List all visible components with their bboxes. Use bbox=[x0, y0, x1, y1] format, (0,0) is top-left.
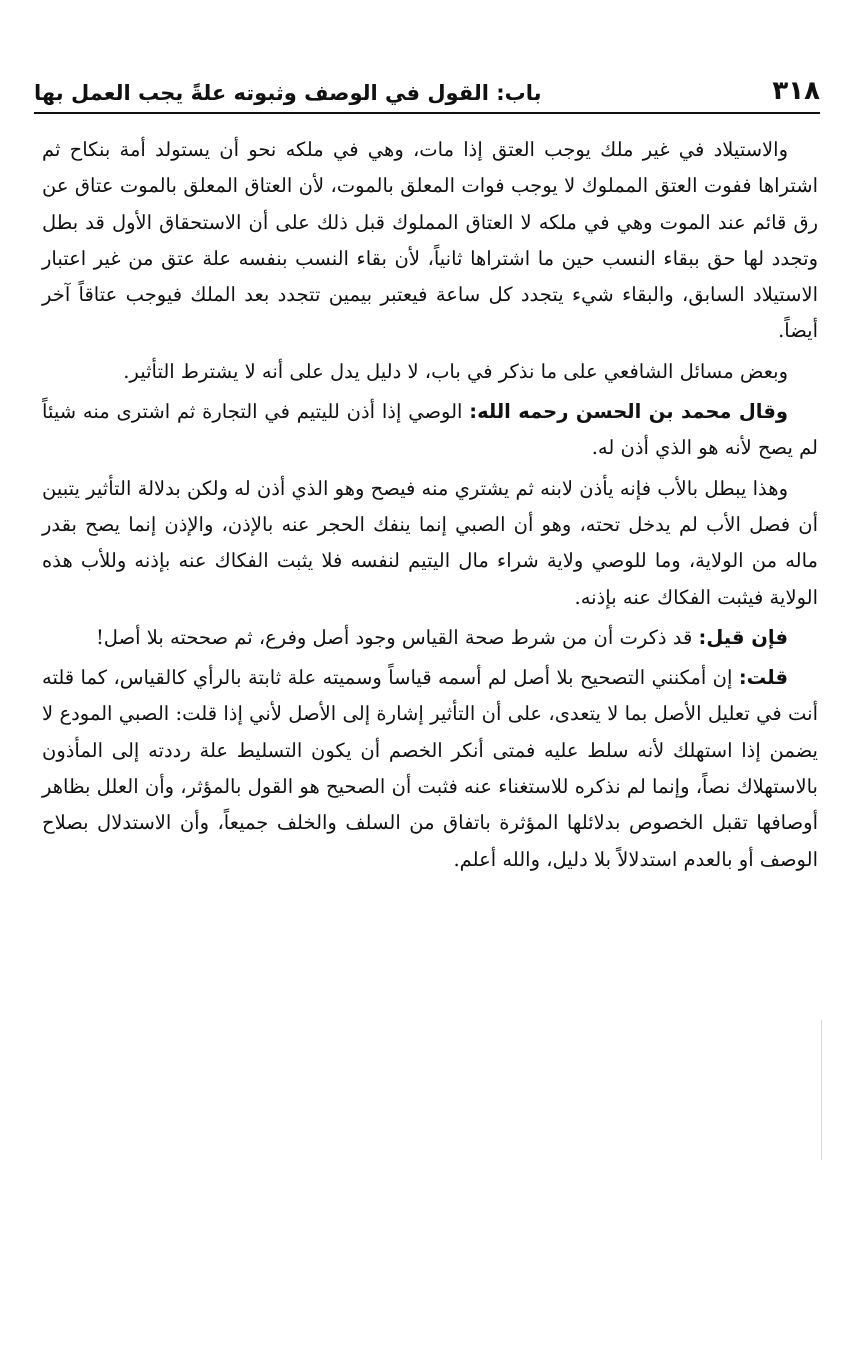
paragraph bbox=[42, 354, 818, 390]
paragraph bbox=[42, 620, 818, 656]
running-title: باب: القول في الوصف وثبوته علةً يجب العمل بها bbox=[34, 81, 542, 105]
page-number: ٣١٨ bbox=[772, 76, 820, 106]
paragraph-text: إن أمكنني التصحيح بلا أصل لم أسمه قياساً وسميته علة ثابتة بالرأي كالقياس، كما قلته أنت في تعليل الأصل بما لا يتعدى، على أن التأثير إشارة إلى الأصل لأني إذا قلت: الصبي المودع لا يضمن إذا استهلك لأنه سلط عليه فمتى أنكر الخصم أن يكون التسليط علة رددته إلى المأذون بالاستهلاك نصاً، وإنما لم نذكره للاستغناء عنه فثبت أن الصحيح هو القول بالمؤثر، وأن العلل بظاهر أوصافها تقبل الخصوص بدلائلها المؤثرة باتفاق من السلف والخلف جميعاً، وأن الاستدلال بصلاح الوصف أو بالعدم استدلالاً بلا دليل، والله أعلم. bbox=[42, 666, 818, 871]
paragraph bbox=[42, 394, 818, 467]
paragraph-lead: فإن قيل: bbox=[698, 625, 788, 649]
paragraph-text: قد ذكرت أن من شرط صحة القياس وجود أصل وفرع، ثم صححته بلا أصل! bbox=[95, 625, 699, 649]
paragraph bbox=[42, 471, 818, 616]
header-divider bbox=[34, 112, 820, 114]
paragraph-lead: قلت: bbox=[738, 666, 788, 690]
paragraph-text: الوصي إذا أذن لليتيم في التجارة ثم اشترى منه شيئاً لم يصح لأنه هو الذي أذن له. bbox=[42, 400, 818, 460]
page-header bbox=[34, 66, 820, 110]
paragraph-text: والاستيلاد في غير ملك يوجب العتق إذا مات، وهي في ملكه نحو أن يستولد أمة بنكاح ثم اشتراها ففوت العتق المملوك لا يوجب فوات المعلق بالموت، لأن العتاق المعلق بالموت عتاق عن رق قائم عند الموت وهي في ملكه لا العتاق المملوك قبل ذلك على أن الاستحقاق الأول قد بطل وتجدد لها حق ببقاء النسب حين ما اشتراها ثانياً، لأن بقاء النسب بنفسه علة عتق من غير اعتبار الاستيلاد السابق، والبقاء شيء يتجدد كل ساعة فيعتبر بيمين تتجدد بعد الملك فيوجب عتاقاً آخر أيضاً. bbox=[42, 138, 818, 343]
scan-edge-mark bbox=[821, 1020, 822, 1160]
main-text bbox=[42, 132, 818, 882]
paragraph-lead: وقال محمد بن الحسن رحمه الله: bbox=[469, 400, 789, 424]
paragraph bbox=[42, 132, 818, 350]
paragraph-text: وبعض مسائل الشافعي على ما نذكر في باب، لا دليل يدل على أنه لا يشترط التأثير. bbox=[123, 359, 788, 383]
paragraph-text: وهذا يبطل بالأب فإنه يأذن لابنه ثم يشتري منه فيصح وهو الذي أذن له ولكن بدلالة التأثير يتبين أن فصل الأب لم يدخل تحته، وهو أن الصبي إنما ينفك الحجر عنه بالإذن، والإذن إنما يصح بقدر ماله من الولاية، وما للوصي ولاية شراء مال اليتيم لنفسه فلا يثبت الفكاك عنه بإذنه وللأب هذه الولاية فيثبت الفكاك عنه بإذنه. bbox=[42, 476, 818, 609]
paragraph bbox=[42, 660, 818, 878]
